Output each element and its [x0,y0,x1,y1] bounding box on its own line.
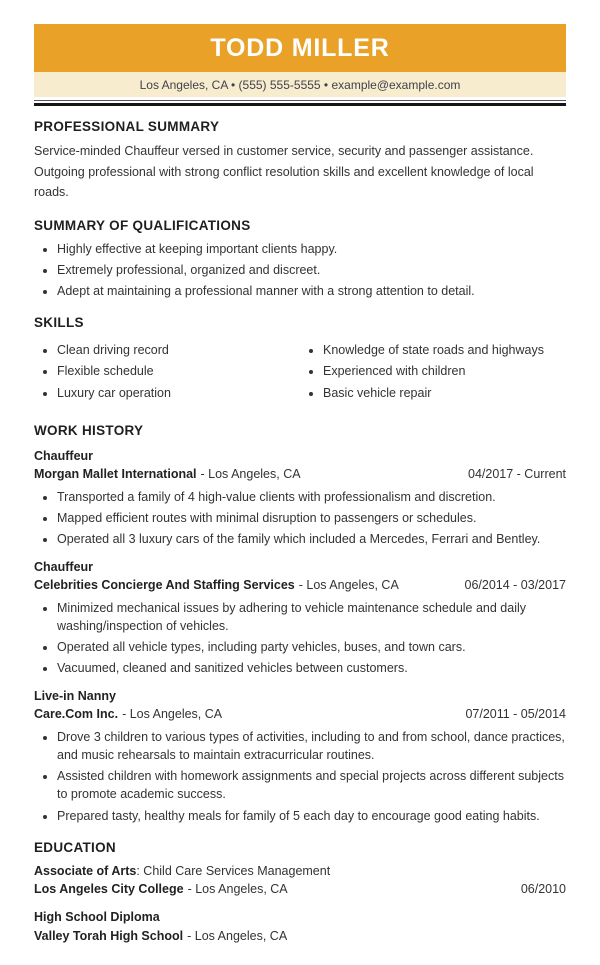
header-divider-thick [34,103,566,106]
bullet-item: • Vacuumed, cleaned and sanitized vehicles between customers. [57,659,566,677]
job-dates: 07/2011 - 05/2014 [465,707,566,722]
section-skills [34,315,566,407]
bullet-item: • Experienced with children [323,362,566,380]
education-degree-line [34,908,566,927]
job-company-line [34,705,566,724]
skills-column-right [300,337,566,407]
bullet-item: • Mapped efficient routes with minimal disruption to passengers or schedules. [57,509,566,527]
qualifications-list [34,240,566,300]
section-qualifications [34,218,566,300]
bullet-item: • Adept at maintaining a professional manner with a strong attention to detail. [57,282,566,300]
bullet-item: • Prepared tasty, healthy meals for family of 5 each day to encourage good eating habits. [57,807,566,825]
education-school-line [34,880,566,899]
header-name-band [34,24,566,72]
education-degree-detail: : Child Care Services Management [136,863,331,878]
job-entry [34,447,566,549]
contact-band [34,72,566,97]
bullet-item: • Operated all 3 luxury cars of the family which included a Mercedes, Ferrari and Bentley. [57,530,566,548]
bullet-item: • Operated all vehicle types, including party vehicles, buses, and town cars. [57,638,566,656]
job-bullet-list [34,728,566,825]
bullet-item: • Assisted children with homework assignments and special projects across different subjects to promote academic success. [57,767,566,803]
bullet-item: • Flexible schedule [57,362,300,380]
resume-body [34,119,566,946]
job-company: Morgan Mallet International [34,467,197,482]
education-school-location [34,880,288,899]
bullet-item: • Highly effective at keeping important clients happy. [57,240,566,258]
job-entry [34,558,566,678]
job-company: Celebrities Concierge And Staffing Services [34,578,295,593]
job-company-location [34,465,301,484]
skills-list-right [300,341,566,401]
education-degree-line [34,862,566,881]
education-date: 06/2010 [520,882,566,897]
job-dates: 06/2014 - 03/2017 [464,578,566,593]
education-school-location [34,927,287,946]
professional-summary-heading: PROFESSIONAL SUMMARY [34,119,220,134]
education-location: - Los Angeles, CA [187,928,288,943]
bullet-item: • Clean driving record [57,341,300,359]
bullet-item: • Knowledge of state roads and highways [323,341,566,359]
qualifications-heading: SUMMARY OF QUALIFICATIONS [34,217,251,233]
section-education [34,840,566,946]
education-location: - Los Angeles, CA [187,882,288,897]
candidate-name: TODD MILLER [210,33,390,62]
education-degree: Associate of Arts [34,863,137,878]
job-company-line [34,465,566,484]
bullet-item: • Basic vehicle repair [323,384,566,402]
education-school-line [34,927,566,946]
work-history-heading: WORK HISTORY [34,422,144,438]
job-location: - Los Angeles, CA [298,578,399,593]
professional-summary-text: Service-minded Chauffeur versed in customer service, security and passenger assistance. Outgoing professional with strong conflict resolution skills and excellent knowledge of local roads. [34,144,534,200]
education-entry [34,862,566,900]
skills-heading: SKILLS [34,315,84,331]
header-divider-thin [34,100,566,101]
education-degree: High School Diploma [34,910,160,925]
section-work-history [34,423,566,825]
job-title: Chauffeur [34,448,94,463]
section-professional-summary [34,119,566,203]
resume-header [34,24,566,106]
job-company-location [34,576,399,595]
job-bullet-list [34,488,566,548]
skills-list-left [34,341,300,401]
job-company-location [34,705,222,724]
education-entry [34,908,566,946]
bullet-item: • Minimized mechanical issues by adhering to vehicle maintenance schedule and daily washing/inspection of vehicles. [57,599,566,635]
education-heading: EDUCATION [34,839,116,855]
job-title: Chauffeur [34,559,94,574]
job-bullet-list [34,599,566,678]
job-location: - Los Angeles, CA [200,467,301,482]
job-dates: 04/2017 - Current [468,467,566,482]
job-entry [34,687,566,825]
contact-line: Los Angeles, CA • (555) 555-5555 • example@example.com [139,77,461,92]
bullet-item: • Transported a family of 4 high-value clients with professionalism and discretion. [57,488,566,506]
job-company: Care.Com Inc. [34,707,119,722]
bullet-item: • Extremely professional, organized and discreet. [57,261,566,279]
education-school: Valley Torah High School [34,928,184,943]
bullet-item: • Drove 3 children to various types of activities, including to and from school, dance practices, and music rehearsals to maintain extracurricular routines. [57,728,566,764]
bullet-item: • Luxury car operation [57,384,300,402]
skills-column-left [34,337,300,407]
job-company-line [34,576,566,595]
skills-columns [34,337,566,407]
job-title: Live-in Nanny [34,688,116,703]
education-school: Los Angeles City College [34,882,184,897]
job-location: - Los Angeles, CA [122,707,223,722]
